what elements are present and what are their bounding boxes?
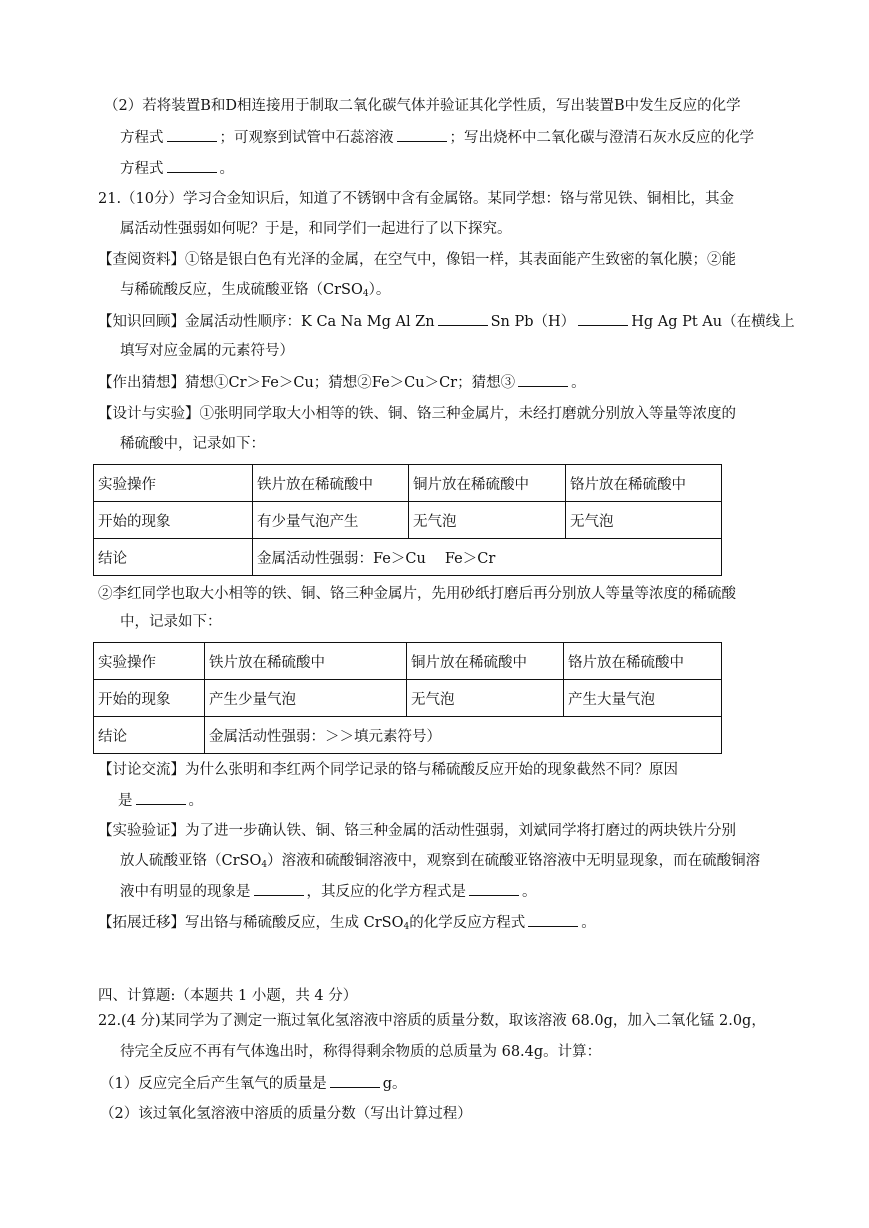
table-cell: 铜片放在稀硫酸中 [407,643,564,680]
table-cell: 有少量气泡产生 [253,502,409,539]
table-cell: 产生少量气泡 [205,680,407,717]
q21-discuss-line2: 是 。 [118,790,203,811]
answer-blank[interactable] [167,158,217,173]
table-cell: 无气泡 [407,680,564,717]
q21-verify-line2: 放人硫酸亚铬（CrSO$_4$）溶液和硫酸铜溶液中，观察到在硫酸亚铬溶液中无明显现象，而在硫酸铜溶 [120,853,761,870]
table-cell: 结论 [94,539,253,576]
experiment-table-1 [93,464,722,576]
q21-li-line1: ②李红同学也取大小相等的铁、铜、铬三种金属片，先用砂纸打磨后再分别放人等量等浓度的稀硫酸 [98,586,736,602]
q21-review-line1: 【知识回顾】金属活动性顺序：K Ca Na Mg Al Zn Sn Pb（H） Hg Ag Pt Au（在横线上 [98,311,795,332]
q21-line1: 21.（10分）学习合金知识后，知道了不锈钢中含有金属铬。某同学想：铬与常见铁、铜相比，其金 [98,191,735,207]
q22-line2: 待完全反应不再有气体逸出时，称得得剩余物质的总质量为 68.4g。计算： [120,1044,602,1060]
answer-blank[interactable] [438,311,488,326]
table-cell: 金属活动性强弱：＞＞填元素符号） [205,717,722,754]
q21-extend: 【拓展迁移】写出铬与稀硫酸反应，生成 CrSO$_4$的化学反应方程式 。 [98,912,596,937]
table-row [94,539,722,576]
table-cell: 铬片放在稀硫酸中 [564,643,722,680]
q22-line1: 22.(4 分)某同学为了测定一瓶过氧化氢溶液中溶质的质量分数，取该溶液 68.0g，加入二氧化锰 2.0g， [98,1013,766,1029]
table-cell: 产生大量气泡 [564,680,722,717]
q22-part1: （1）反应完全后产生氧气的质量是 g。 [100,1073,407,1094]
q21-line2: 属活动性强弱如何呢？于是，和同学们一起进行了以下探究。 [120,221,512,237]
answer-blank[interactable] [167,127,217,142]
q21-review-line2: 填写对应金属的元素符号） [120,343,294,359]
table-cell: 无气泡 [409,502,566,539]
q21-info-line1: 【查阅资料】①铬是银白色有光泽的金属，在空气中，像铝一样，其表面能产生致密的氧化膜；②能 [98,252,736,268]
q21-info-line2: 与稀硫酸反应，生成硫酸亚铬（CrSO$_4$）。 [120,282,391,299]
table-row [94,680,722,717]
q21-verify-line3: 液中有明显的现象是 ，其反应的化学方程式是 。 [120,881,537,902]
answer-blank[interactable] [578,311,628,326]
table-cell: 开始的现象 [94,680,205,717]
q21-guess: 【作出猜想】猜想①Cr＞Fe＞Cu；猜想②Fe＞Cu＞Cr；猜想③ 。 [98,372,586,393]
q20-part2-line1: （2）若将装置B和D相连接用于制取二氧化碳气体并验证其化学性质，写出装置B中发生反应的化学 [104,98,741,114]
answer-blank[interactable] [254,881,304,896]
answer-blank[interactable] [518,372,568,387]
table-row [94,643,722,680]
table-cell: 金属活动性强弱：Fe＞Cu Fe＞Cr [253,539,722,576]
table-row [94,717,722,754]
table-cell: 实验操作 [94,465,253,502]
table-cell: 无气泡 [566,502,722,539]
section-title: 四、计算题:（本题共 1 小题，共 4 分） [98,988,358,1004]
answer-blank[interactable] [136,790,186,805]
table-cell: 实验操作 [94,643,205,680]
answer-blank[interactable] [330,1073,380,1088]
answer-blank[interactable] [528,912,578,927]
experiment-table-2 [93,642,722,754]
q22-part2: （2）该过氧化氢溶液中溶质的质量分数（写出计算过程） [100,1106,472,1122]
q21-verify-line1: 【实验验证】为了进一步确认铁、铜、铬三种金属的活动性强弱，刘斌同学将打磨过的两块铁片分别 [98,823,736,839]
q20-part2-line2: 方程式 ；可观察到试管中石蕊溶液 ；写出烧杯中二氧化碳与澄清石灰水反应的化学 [120,127,754,148]
table-cell: 铁片放在稀硫酸中 [253,465,409,502]
q21-li-line2: 中，记录如下： [120,614,222,630]
table-cell: 铜片放在稀硫酸中 [409,465,566,502]
q21-design-line2: 稀硫酸中，记录如下： [120,436,265,452]
table-row [94,502,722,539]
q21-design-line1: 【设计与实验】①张明同学取大小相等的铁、铜、铬三种金属片，未经打磨就分别放入等量等浓度的 [98,406,736,422]
table-row [94,465,722,502]
table-cell: 铁片放在稀硫酸中 [205,643,407,680]
answer-blank[interactable] [469,881,519,896]
q21-discuss-line1: 【讨论交流】为什么张明和李红两个同学记录的铬与稀硫酸反应开始的现象截然不同？原因 [98,762,678,778]
table-cell: 结论 [94,717,205,754]
answer-blank[interactable] [397,127,447,142]
q20-part2-line3: 方程式 。 [120,158,234,179]
table-cell: 铬片放在稀硫酸中 [566,465,722,502]
table-cell: 开始的现象 [94,502,253,539]
